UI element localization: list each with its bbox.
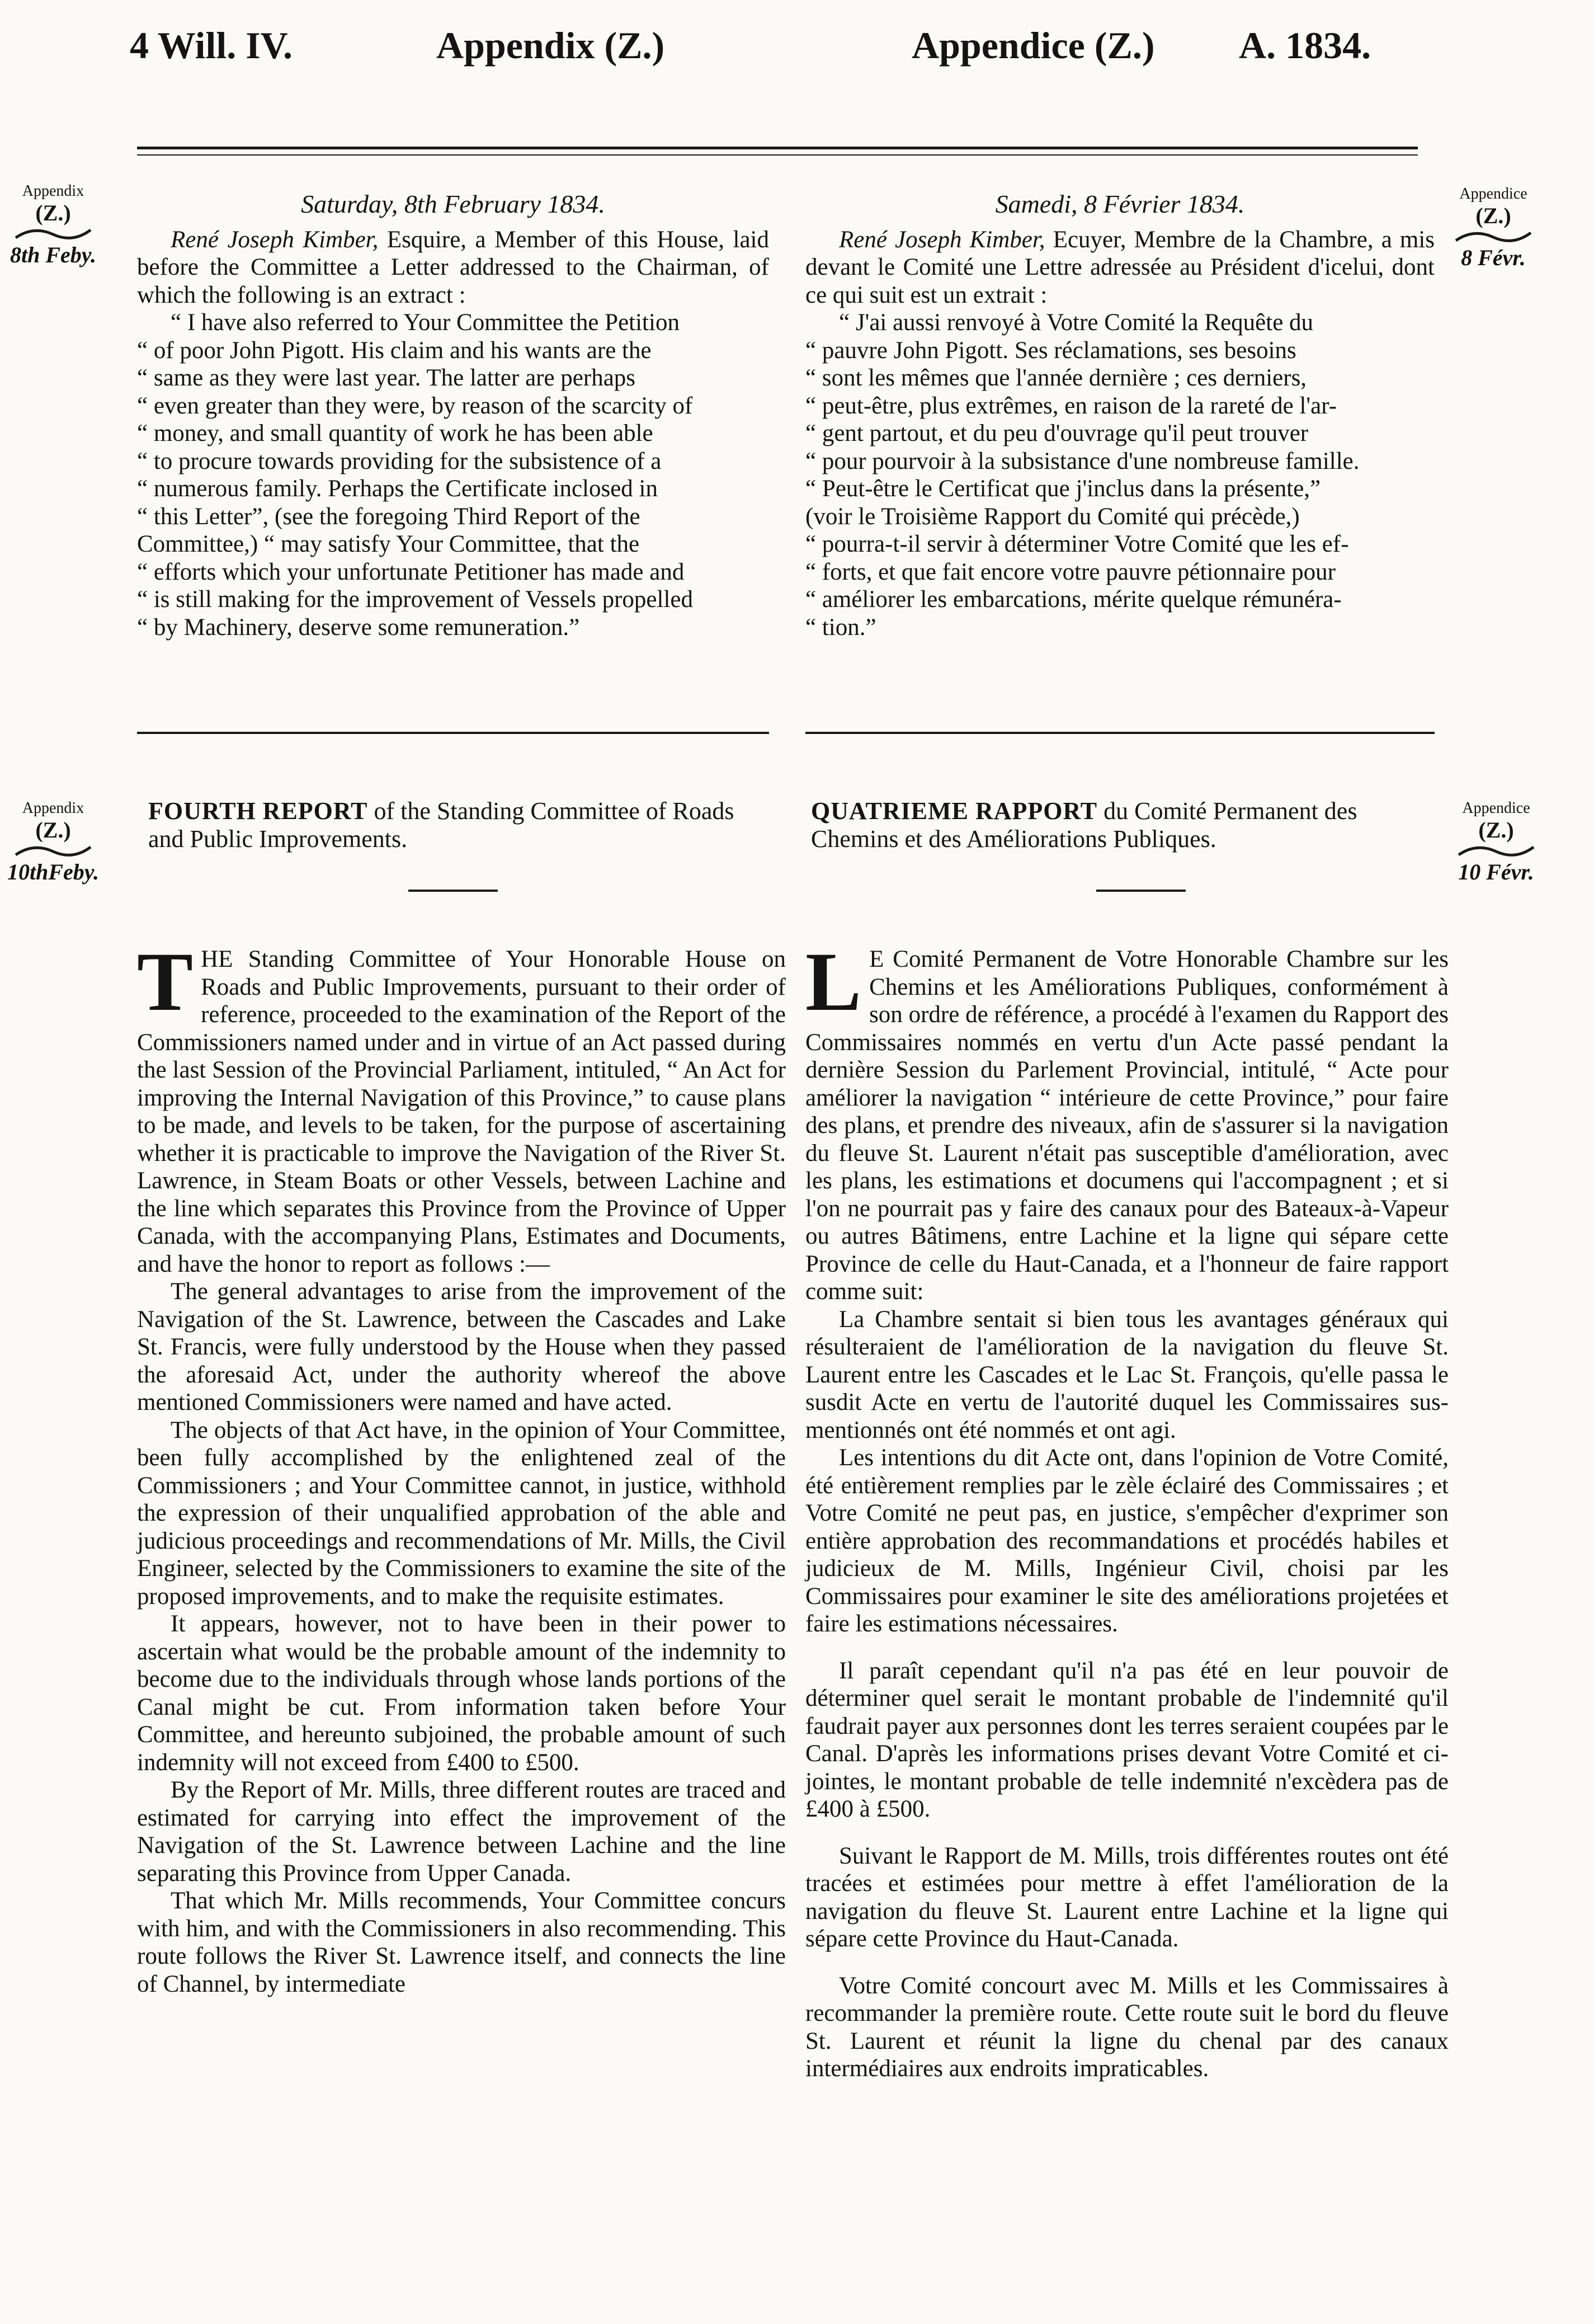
english-para-4: It appears, however, not to have been in their power to ascertain what would be the probable amount of the indemnity to become due to the individuals through whose lands portions of the Canal might be cut. From information taken before Your Committee, and hereunto subjoined, the probable amount of such indemnity will not exceed from £400 to £500. xyxy=(137,1611,786,1776)
quote-line: “ same as they were last year. The latter are perhaps xyxy=(137,365,636,391)
english-report-title-rest: of the Standing Committee of Roads and Public Improvements. xyxy=(148,797,734,853)
margin-note-right-1 xyxy=(1446,185,1541,271)
english-report-body xyxy=(137,935,786,1998)
quote-line: “ efforts which your unfortunate Petitioner has made and xyxy=(137,558,685,585)
english-dropcap: T xyxy=(137,935,194,1028)
margin-z-label: (Z.) xyxy=(1475,203,1511,228)
french-dateline: Samedi, 8 Février 1834. xyxy=(995,190,1245,218)
french-letter-section xyxy=(805,190,1435,641)
margin-date: 10 Févr. xyxy=(1458,859,1534,885)
margin-date: 8 Févr. xyxy=(1461,245,1526,270)
quote-line: “ by Machinery, deserve some remuneration.” xyxy=(137,614,580,641)
title-rule-french xyxy=(1096,890,1186,892)
english-para-5: By the Report of Mr. Mills, three different routes are traced and estimated for carrying into effect the improvement of the Navigation of the St. Lawrence between Lachine and the line separating this Province from Upper Canada. xyxy=(137,1777,786,1887)
english-letter-name: René Joseph Kimber, xyxy=(171,226,379,253)
english-letter-section xyxy=(137,190,769,641)
french-report-title-bold: QUATRIEME RAPPORT xyxy=(811,797,1098,825)
section-divider-english xyxy=(137,732,769,734)
french-para-5: Suivant le Rapport de M. Mills, trois différentes routes ont été tracées et estimées pour mettre à effet l'amélioration de la navigation du fleuve St. Laurent entre Lachine et la ligne qui sépare cette Province du Haut-Canada. xyxy=(805,1842,1449,1952)
quote-line: “ améliorer les embarcations, mérite quelque rémunéra- xyxy=(805,586,1342,613)
english-report-title-bold: FOURTH REPORT xyxy=(148,797,368,825)
margin-date: 8th Feby. xyxy=(10,242,97,267)
english-para-2: The general advantages to arise from the improvement of the Navigation of the St. Lawrence, between the Cascades and Lake St. Francis, were fully understood by the House when they passed the aforesaid Act, under the authority whereof the above mentioned Commissioners were named and have acted. xyxy=(137,1278,786,1415)
header-appendix: Appendix (Z.) xyxy=(436,24,665,67)
title-rule-english xyxy=(408,890,498,892)
english-dateline: Saturday, 8th February 1834. xyxy=(301,190,605,218)
english-para-6: That which Mr. Mills recommends, Your Committee concurs with him, and with the Commissioners in also recommending. This route follows the River St. Lawrence itself, and connects the line of Channel, by intermediate xyxy=(137,1888,786,1997)
margin-date: 10thFeby. xyxy=(7,859,100,885)
english-report-title xyxy=(148,797,769,853)
english-para-3: The objects of that Act have, in the opinion of Your Committee, been fully accomplished by the enlightened zeal of the Commissioners ; and Your Committee cannot, in justice, withhold the expression of their unqualified approbation of the able and judicious proceedings and recommendations of Mr. Mills, the Civil Engineer, selected by the Commissioners to examine the site of the proposed improvements, and to make the requisite estimates. xyxy=(137,1417,786,1610)
english-para-1: HE Standing Committee of Your Honorable House on Roads and Public Improvements, pursuant to their order of reference, proceeded to the examination of the Report of the Commissioners named under and in virtue of an Act passed during the last Session of the Provincial Parliament, intituled, “ An Act for improving the Internal Navigation of this Province,” to cause plans to be made, and levels to be taken, for the purpose of ascertaining whether it is practicable to improve the Navigation of the River St. Lawrence, in Steam Boats or other Vessels, between Lachine and the line which separates this Province from the Province of Upper Canada, with the accompanying Plans, Estimates and Documents, and have the honor to report as follows :— xyxy=(137,946,786,1277)
french-report-title xyxy=(811,797,1432,853)
french-letter-intro: Ecuyer, Membre de la Chambre, a mis devant le Comité une Lettre adressée au Président d'icelui, dont ce qui suit est un extrait : xyxy=(805,226,1435,308)
quote-line: “ pauvre John Pigott. Ses réclamations, ses besoins xyxy=(805,337,1296,364)
swash-ornament-icon xyxy=(11,843,95,859)
quote-line: “ this Letter”, (see the foregoing Third Report of the xyxy=(137,503,640,530)
quote-line: “ pourra-t-il servir à déterminer Votre Comité que les ef- xyxy=(805,531,1349,557)
quote-line: “ J'ai aussi renvoyé à Votre Comité la Requête du xyxy=(839,309,1314,336)
header-rule-thick xyxy=(137,147,1418,149)
margin-appendix-label: Appendix xyxy=(22,799,84,817)
french-para-3: Les intentions du dit Acte ont, dans l'opinion de Votre Comité, été entièrement remplies par le zèle éclairé des Commissaires ; et Votre Comité ne peut pas, en justice, s'empêcher d'exprimer son entière approbation des recommandations et procédés habiles et judicieux de M. Mills, Ingénieur Civil, choisi par les Commissaires pour examiner le site des améliorations projetées et faire les estimations nécessaires. xyxy=(805,1445,1449,1637)
header-volume: 4 Will. IV. xyxy=(130,24,293,67)
quote-line: Committee,) “ may satisfy Your Committee, that the xyxy=(137,531,640,557)
margin-note-right-2 xyxy=(1449,799,1544,885)
french-report-body xyxy=(805,935,1449,2083)
french-para-6: Votre Comité concourt avec M. Mills et les Commissaires à recommander la première route. Cette route suit le bord du fleuve St. Laurent et réunit la ligne du chenal par des canaux intermédiaires aux endroits impraticables. xyxy=(805,1972,1449,2082)
quote-line: “ Peut-être le Certificat que j'inclus dans la présente,” xyxy=(805,476,1321,502)
swash-ornament-icon xyxy=(11,225,95,242)
french-para-1: E Comité Permanent de Votre Honorable Chambre sur les Chemins et les Améliorations Publiques, conformément à son ordre de référence, a procédé à l'examen du Rapport des Commissaires nommés en vertu d'un Acte passé pendant la dernière Session du Parlement Provincial, intitulé, “ Acte pour améliorer la navigation “ intérieure de cette Province,” pour faire des plans, et prendre des niveaux, afin de s'assurer si la navigation du fleuve St. Laurent n'était pas susceptible d'amélioration, avec les plans, les estimations et documens qui l'accompagnent ; et si l'on ne pourrait pas y faire des canaux pour des Bateaux-à-Vapeur ou autres Bâtimens, entre Lachine et la ligne qui sépare cette Province de celle du Haut-Canada, et a l'honneur de faire rapport comme suit: xyxy=(805,946,1449,1305)
french-letter-name: René Joseph Kimber, xyxy=(839,226,1045,253)
french-quote xyxy=(805,309,1435,641)
french-para-2: La Chambre sentait si bien tous les avantages généraux qui résulteraient de l'amélioration de la navigation du fleuve St. Laurent entre les Cascades et le Lac St. François, qu'elle passa le susdit Acte en vertu de l'autorité duquel les Commissaires sus-mentionnés ont été nommés et ont agi. xyxy=(805,1306,1449,1443)
margin-appendice-label: Appendice xyxy=(1462,799,1530,817)
french-para-4: Il paraît cependant qu'il n'a pas été en leur pouvoir de déterminer quel serait le montant probable de l'indemnité qu'il faudrait payer aux personnes dont les terres seraient coupées par le Canal. D'après les informations prises devant Votre Comité et ci-jointes, le montant probable de telle indemnité n'excèdera pas de £400 à £500. xyxy=(805,1657,1449,1822)
paragraph-gap xyxy=(805,1638,1449,1657)
paragraph-gap xyxy=(805,1953,1449,1972)
quote-line: “ numerous family. Perhaps the Certificate inclosed in xyxy=(137,476,658,502)
english-quote xyxy=(137,309,769,641)
quote-line: “ tion.” xyxy=(805,614,876,641)
swash-ornament-icon xyxy=(1454,843,1538,859)
quote-line: “ I have also referred to Your Committee the Petition xyxy=(171,309,680,336)
paragraph-gap xyxy=(805,1823,1449,1842)
header-year: A. 1834. xyxy=(1239,24,1371,67)
margin-appendix-label: Appendix xyxy=(22,182,84,200)
quote-line: (voir le Troisième Rapport du Comité qui précède,) xyxy=(805,503,1300,530)
quote-line: “ is still making for the improvement of Vessels propelled xyxy=(137,586,693,613)
swash-ornament-icon xyxy=(1451,228,1535,245)
margin-note-left-2 xyxy=(6,799,101,885)
quote-line: “ of poor John Pigott. His claim and his wants are the xyxy=(137,337,652,364)
margin-z-label: (Z.) xyxy=(1478,817,1514,843)
margin-z-label: (Z.) xyxy=(35,200,71,225)
quote-line: “ peut-être, plus extrêmes, en raison de la rareté de l'ar- xyxy=(805,392,1337,419)
english-letter-intro: Esquire, a Member of this House, laid before the Committee a Letter addressed to the Chairman, of which the following is an extract : xyxy=(137,226,770,308)
quote-line: “ sont les mêmes que l'année dernière ; ces derniers, xyxy=(805,365,1307,391)
quote-line: “ pour pourvoir à la subsistance d'une nombreuse famille. xyxy=(805,448,1360,474)
quote-line: “ forts, et que fait encore votre pauvre pétionnaire pour xyxy=(805,558,1336,585)
margin-appendice-label: Appendice xyxy=(1459,185,1527,203)
margin-note-left-1 xyxy=(6,182,101,268)
section-divider-french xyxy=(805,732,1435,734)
header-appendice: Appendice (Z.) xyxy=(912,24,1155,67)
quote-line: “ to procure towards providing for the subsistence of a xyxy=(137,448,662,474)
quote-line: “ even greater than they were, by reason of the scarcity of xyxy=(137,392,693,419)
french-dropcap: L xyxy=(805,935,862,1028)
quote-line: “ gent partout, et du peu d'ouvrage qu'il peut trouver xyxy=(805,420,1309,446)
header-rule-thin xyxy=(137,154,1418,156)
margin-z-label: (Z.) xyxy=(35,817,71,843)
french-report-title-rest: du Comité Permanent des Chemins et des Améliorations Publiques. xyxy=(811,797,1357,853)
quote-line: “ money, and small quantity of work he has been able xyxy=(137,420,653,446)
